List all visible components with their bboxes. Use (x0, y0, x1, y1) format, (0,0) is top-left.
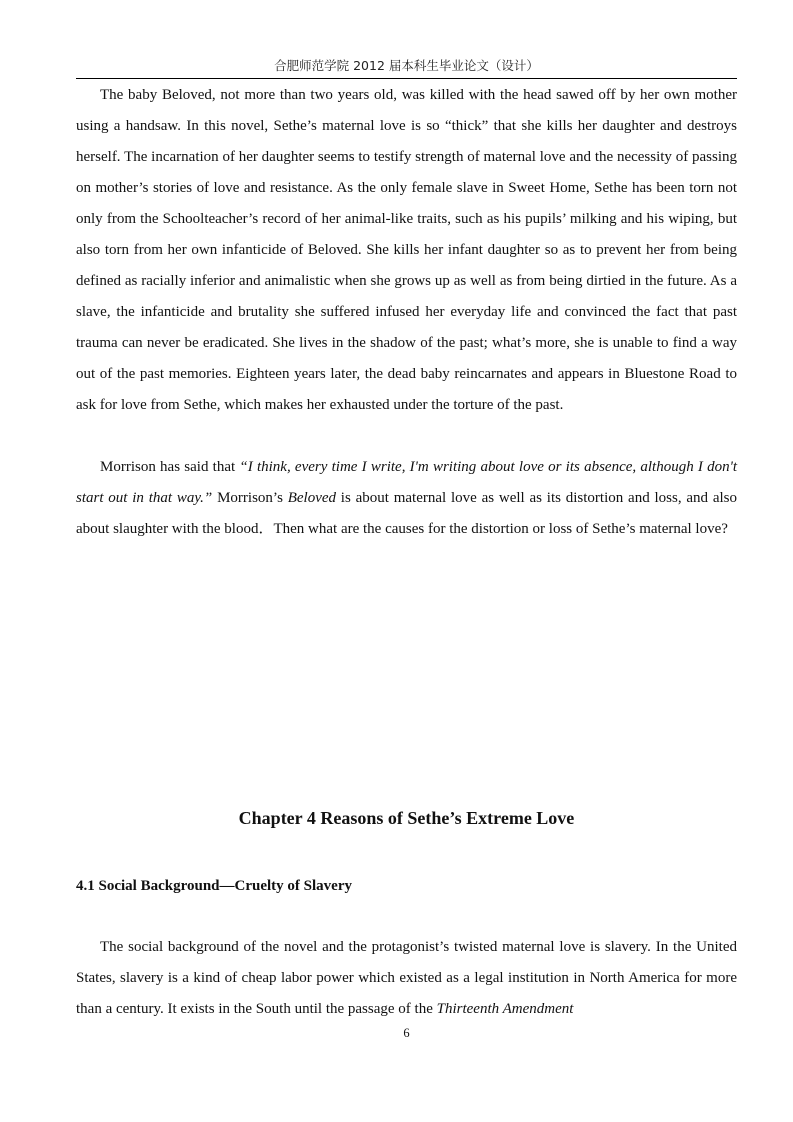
header-rule (76, 78, 737, 79)
paragraph-2-lead: Morrison has said that (100, 459, 240, 475)
chapter-title: Chapter 4 Reasons of Sethe’s Extreme Love (238, 808, 575, 828)
section-title: 4.1 Social Background—Cruelty of Slavery (76, 878, 352, 894)
body-paragraph-3 (76, 932, 737, 1025)
paragraph-2-mid: Morrison’s (212, 490, 288, 506)
body-paragraph-1: The baby Beloved, not more than two years old, was killed with the head sawed off by her own mother using a handsaw. In this novel, Sethe’s maternal love is so “thick” that she kills her daughter and destroys herself. The incarnation of her daughter seems to testify strength of maternal love and the necessity of passing on mother’s stories of love and resistance. As the only female slave in Sweet Home, Sethe has been torn not only from the Schoolteacher’s record of her animal-like traits, such as his pupils’ milking and his wiping, but also torn from her own infanticide of Beloved. She kills her infant daughter so as to prevent her from being defined as racially inferior and animalistic when she grows up as well as from being dirtied in the future. As a slave, the infanticide and brutality she suffered infused her everyday life and convinced the fact that past trauma can never be eradicated. She lives in the shadow of the past; what’s more, she is unable to find a way out of the past memories. Eighteen years later, the dead baby reincarnates and appears in Bluestone Road to ask for love from Sethe, which makes her exhausted under the torture of the past. (76, 87, 737, 413)
body-paragraph-2 (76, 452, 737, 545)
paragraph-3-text: The social background of the novel and the protagonist’s twisted maternal love is slavery. In the United States, slavery is a kind of cheap labor power which existed as a legal institution in North America for more than a century. It exists in the South until the passage of the (76, 939, 737, 1017)
page-number: 6 (403, 1026, 410, 1040)
amendment-title: Thirteenth Amendment (436, 1001, 574, 1017)
morrison-quote: “I think, every time I write, I'm writing about love or its absence, although I don't start out in that way.” (76, 459, 738, 506)
paragraph-2-tail: is about maternal love as well as its distortion and loss, and also about slaughter with the blood．Then what are the causes for the distortion or loss of Sethe’s maternal love? (76, 490, 737, 537)
running-header: 合肥师范学院 2012 届本科生毕业论文（设计） (274, 58, 539, 73)
novel-title: Beloved (287, 490, 337, 506)
